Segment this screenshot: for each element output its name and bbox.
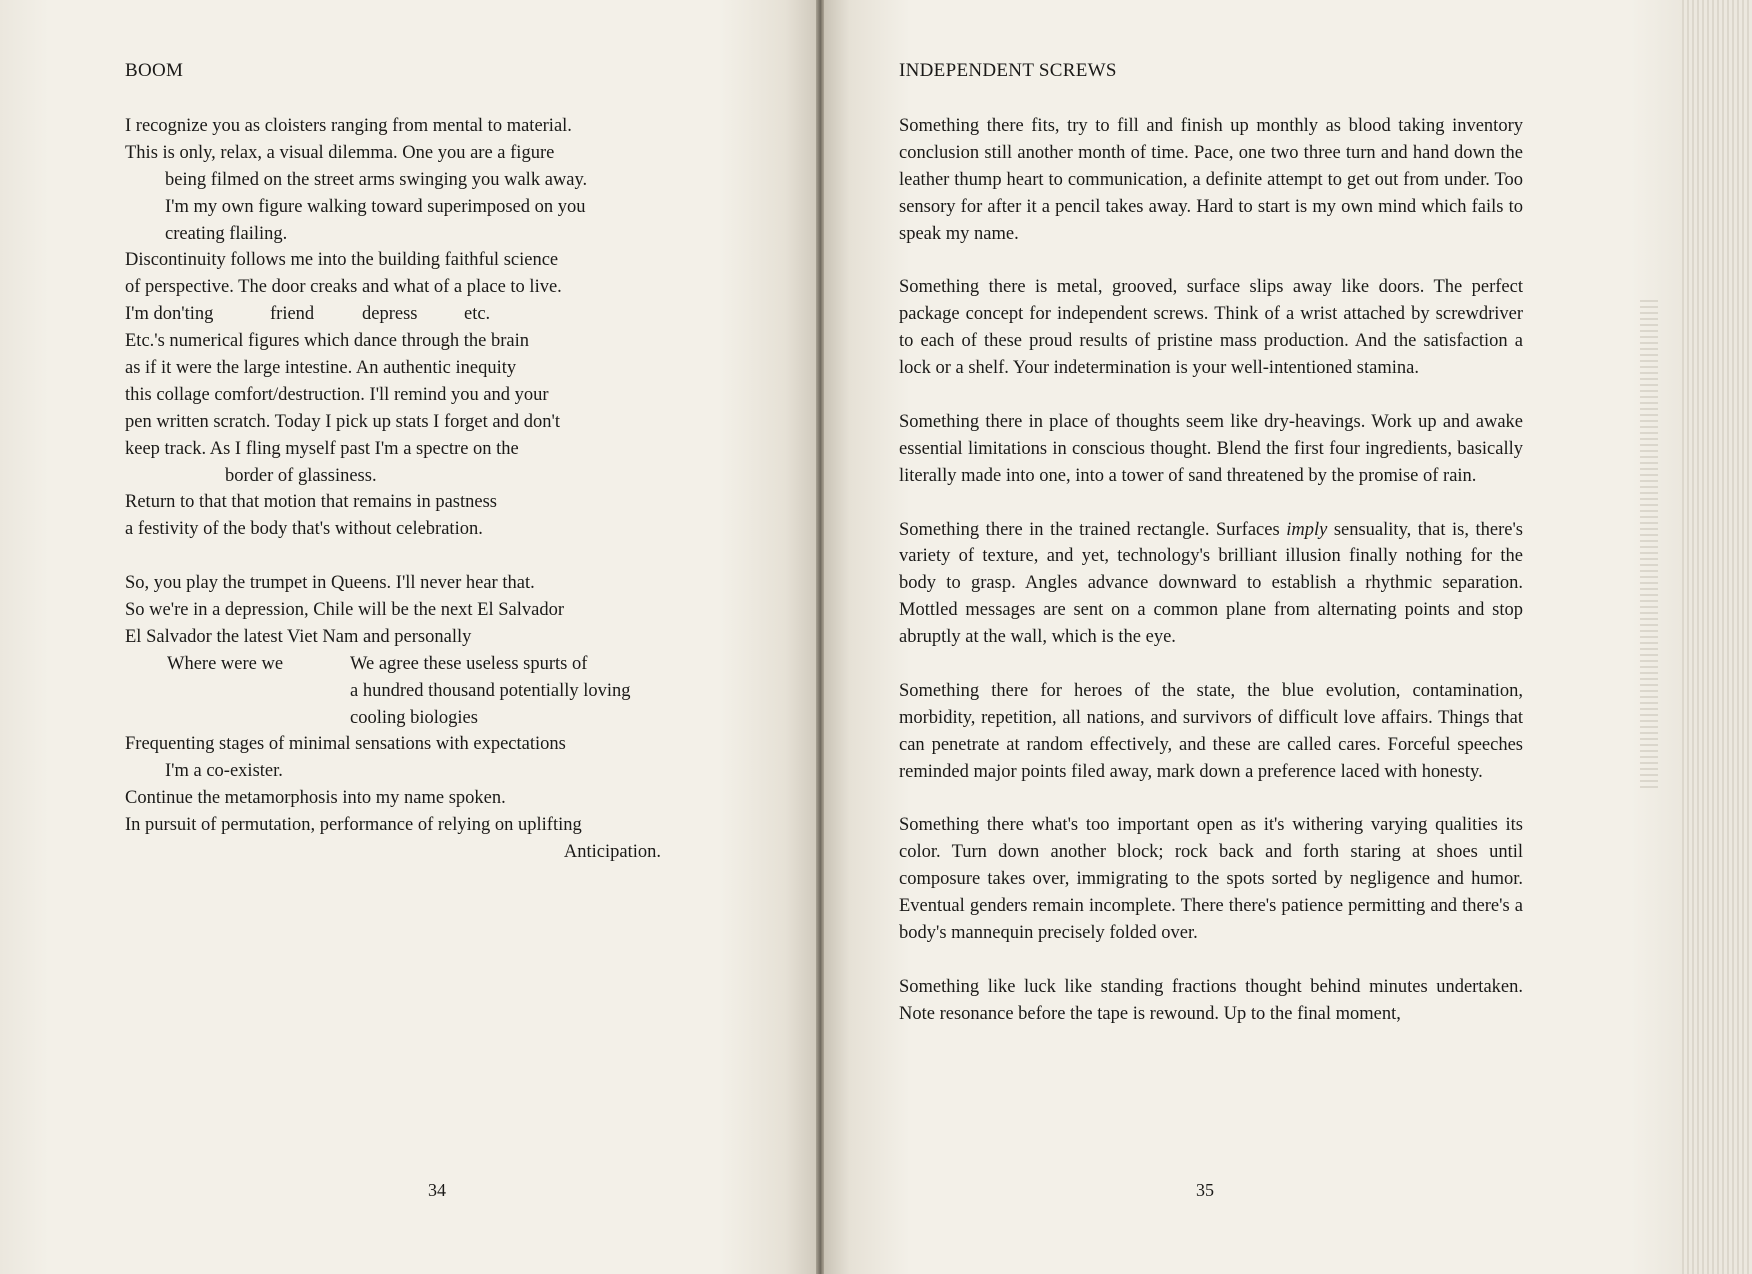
poem-word: friend	[270, 304, 315, 325]
prose-paragraph: Something there is metal, grooved, surface slips away like doors. The perfect package concept for independent screws. Think of a wrist attached by screwdriver to each of these proud results of pristine mass production. And the satisfaction a lock or a shelf. Your indetermination is your well-intentioned stamina.	[899, 277, 1523, 379]
poem-line: a festivity of the body that's without celebration.	[125, 519, 483, 540]
prose-paragraph: Something there fits, try to fill and finish up monthly as blood taking inventory conclusion still another month of time. Pace, one two three turn and hand down the leather thump heart to communication, a definite attempt to get out from under. Too sensory for after it a pencil takes away. Hard to start is my own mind which fails to speak my name.	[899, 116, 1523, 244]
poem-line: This is only, relax, a visual dilemma. One you are a figure	[125, 142, 555, 163]
poem-line: I recognize you as cloisters ranging from mental to material.	[125, 116, 572, 136]
prose-paragraph: Something there in place of thoughts seem like dry-heavings. Work up and awake essential limitations in conscious thought. Blend the first four ingredients, basically literally made into one, into a tower of sand threatened by the promise of rain.	[899, 411, 1523, 486]
poem-line: Continue the metamorphosis into my name spoken.	[125, 788, 506, 809]
poem-line: cooling biologies	[350, 707, 478, 728]
poem-line: Discontinuity follows me into the building faithful science	[125, 250, 559, 271]
poem-line: as if it were the large intestine. An authentic inequity	[125, 358, 517, 379]
prose-paragraph: Something there what's too important open as it's withering varying qualities its color. Turn down another block; rock back and forth staring at shoes until composure takes over, immigrating to the spots sorted by negligence and humor. Eventual genders remain incomplete. There there's patience permitting and there's a body's mannequin precisely folded over.	[899, 815, 1523, 944]
poem-line: border of glassiness.	[225, 465, 377, 486]
poem-boom	[125, 113, 725, 866]
poem-line: creating flailing.	[165, 223, 288, 244]
left-page	[0, 0, 818, 1274]
poem-word: depress	[362, 304, 418, 325]
stanza-break	[125, 543, 725, 570]
page-edges	[1682, 0, 1752, 1274]
prose-independent-screws	[899, 113, 1523, 1055]
prose-text: Something there in the trained rectangle. Surfaces	[899, 519, 1287, 540]
running-head-left: BOOM	[125, 60, 184, 81]
poem-line: I'm my own figure walking toward superimposed on you	[165, 196, 586, 217]
page-number-left: 34	[428, 1180, 446, 1200]
poem-line: pen written scratch. Today I pick up stats I forget and don't	[125, 411, 560, 432]
prose-paragraph: Something like luck like standing fractions thought behind minutes undertaken. Note resonance before the tape is rewound. Up to the final moment,	[899, 976, 1523, 1024]
running-head-right: INDEPENDENT SCREWS	[899, 60, 1117, 81]
poem-line: In pursuit of permutation, performance of relying on uplifting	[125, 815, 582, 836]
poem-line: El Salvador the latest Viet Nam and personally	[125, 626, 472, 647]
poem-line: Frequenting stages of minimal sensations with expectations	[125, 734, 566, 755]
poem-line: Return to that that motion that remains in pastness	[125, 492, 497, 513]
poem-line: Anticipation.	[563, 842, 661, 863]
poem-phrase: We agree these useless spurts of	[350, 653, 588, 674]
poem-line: keep track. As I fling myself past I'm a spectre on the	[125, 438, 519, 459]
poem-word: I'm don'ting	[125, 304, 214, 325]
prose-text: sensuality, that is, there's variety of texture, and yet, technology's brilliant illusion finally nothing for the body to grasp. Angles advance downward to establish a rhythmic separation. Mottled messages are sent on a common plane from alternating points and stop abruptly at the wall, which is the eye.	[899, 519, 1523, 648]
poem-line: this collage comfort/destruction. I'll remind you and your	[125, 384, 549, 405]
poem-line: Etc.'s numerical figures which dance through the brain	[125, 331, 530, 352]
bleed-through-marks	[1640, 300, 1658, 790]
emphasis-word: imply	[1286, 519, 1328, 540]
poem-line: So we're in a depression, Chile will be the next El Salvador	[125, 600, 565, 621]
poem-phrase: Where were we	[167, 653, 284, 674]
poem-line: being filmed on the street arms swinging you walk away.	[165, 169, 588, 190]
poem-line-spaced	[125, 301, 725, 328]
poem-line: a hundred thousand potentially loving	[350, 680, 631, 701]
poem-line: of perspective. The door creaks and what of a place to live.	[125, 277, 562, 298]
prose-paragraph: Something there for heroes of the state, the blue evolution, contamination, morbidity, repetition, all nations, and survivors of difficult love affairs. Things that can penetrate at random effectively, and these are called cares. Forceful speeches reminded major points filed away, mark down a preference laced with honesty.	[899, 680, 1523, 782]
poem-word: etc.	[464, 304, 491, 325]
prose-paragraph	[899, 517, 1523, 652]
poem-line: So, you play the trumpet in Queens. I'll never hear that.	[125, 573, 535, 594]
page-number-right: 35	[1196, 1180, 1214, 1200]
poem-line-split	[125, 651, 725, 678]
poem-line: I'm a co-exister.	[165, 761, 283, 782]
